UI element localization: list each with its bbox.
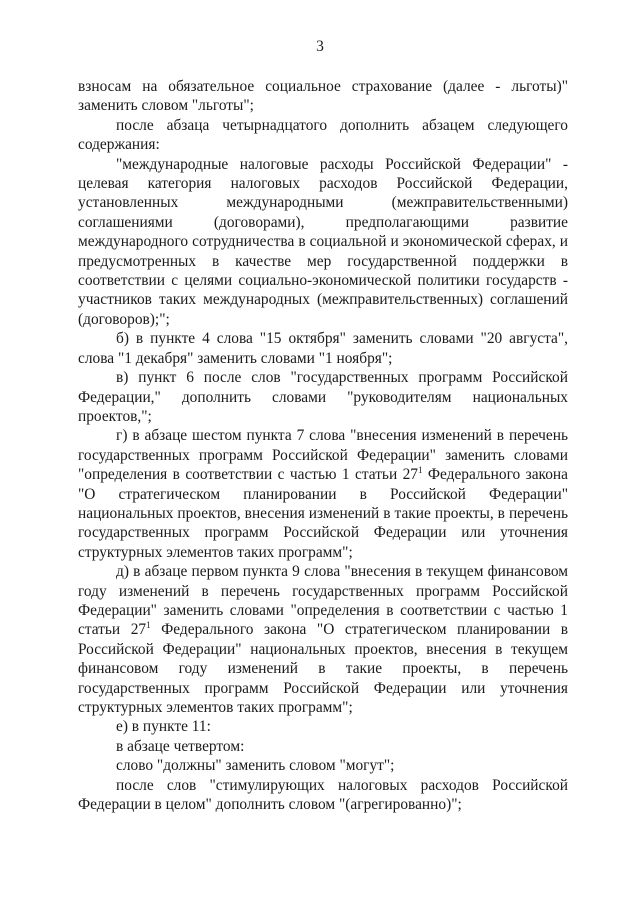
paragraph bbox=[78, 737, 568, 756]
paragraph-text: "международные налоговые расходы Российской Федерации" - целевая категория налоговых расходов Российской Федерации, установленных международными (межправительственными) соглашениями (договорами), предполагающими развитие международного сотрудничества в социальной и экономической сферах, и предусмотренных в качестве мер государственной поддержки в соответствии с целями социально-экономической политики государств - участников таких международных (межправительственных) соглашений (договоров);"; bbox=[78, 155, 568, 328]
paragraph-text: г) в абзаце шестом пункта 7 слова "внесения изменений в перечень государственных программ Российской Федерации" заменить словами "определения в соответствии с частью 1 статьи 27 bbox=[78, 427, 568, 484]
paragraph-text: в) пункт 6 после слов "государственных программ Российской Федерации," дополнить словами "руководителям национальных проектов,"; bbox=[78, 369, 568, 425]
page-number: 3 bbox=[316, 38, 324, 55]
paragraph-text: слово "должны" заменить словом "могут"; bbox=[116, 757, 395, 775]
paragraph-text: Федерального закона "О стратегическом планировании в Российской Федерации" национальных проектов, внесения изменений в такие проекты, в перечень государственных программ Российской Федерации или уточнения структурных элементов таких программ"; bbox=[78, 466, 568, 561]
paragraph bbox=[78, 717, 568, 736]
paragraph-text: взносам на обязательное социальное страхование (далее - льготы)" заменить словом "льготы"; bbox=[78, 78, 568, 115]
paragraph bbox=[78, 77, 568, 116]
paragraph bbox=[78, 756, 568, 775]
paragraph-text: б) в пункте 4 слова "15 октября" заменить словами "20 августа", слова "1 декабря" заменить словами "1 ноября"; bbox=[78, 330, 568, 367]
paragraph bbox=[78, 155, 568, 330]
superscript: 1 bbox=[146, 620, 151, 631]
paragraph bbox=[78, 116, 568, 155]
paragraph-text: после слов "стимулирующих налоговых расходов Российской Федерации в целом" дополнить словом "(агрегированно)"; bbox=[78, 776, 568, 814]
superscript: 1 bbox=[417, 465, 423, 475]
paragraph-text: е) в пункте 11: bbox=[116, 718, 211, 736]
paragraph-text: д) в абзаце первом пункта 9 слова "внесения в текущем финансовом году изменений в перечень государственных программ Российской Федерации" заменить словами "определения в соответствии с частью 1 статьи 27 bbox=[78, 563, 568, 639]
paragraph bbox=[78, 426, 568, 562]
paragraph-text: после абзаца четырнадцатого дополнить абзацем следующего содержания: bbox=[78, 116, 568, 154]
document-body bbox=[78, 77, 568, 814]
paragraph-text: в абзаце четвертом: bbox=[116, 737, 245, 755]
paragraph-text: Федерального закона "О стратегическом планировании в Российской Федерации" национальных проектов, внесения в текущем финансовом году изменений в такие проекты, в перечень государственных программ Российской Федерации или уточнения структурных элементов таких программ"; bbox=[78, 621, 568, 716]
paragraph bbox=[78, 368, 568, 426]
paragraph bbox=[78, 562, 568, 717]
paragraph bbox=[78, 329, 568, 368]
paragraph bbox=[78, 776, 568, 815]
